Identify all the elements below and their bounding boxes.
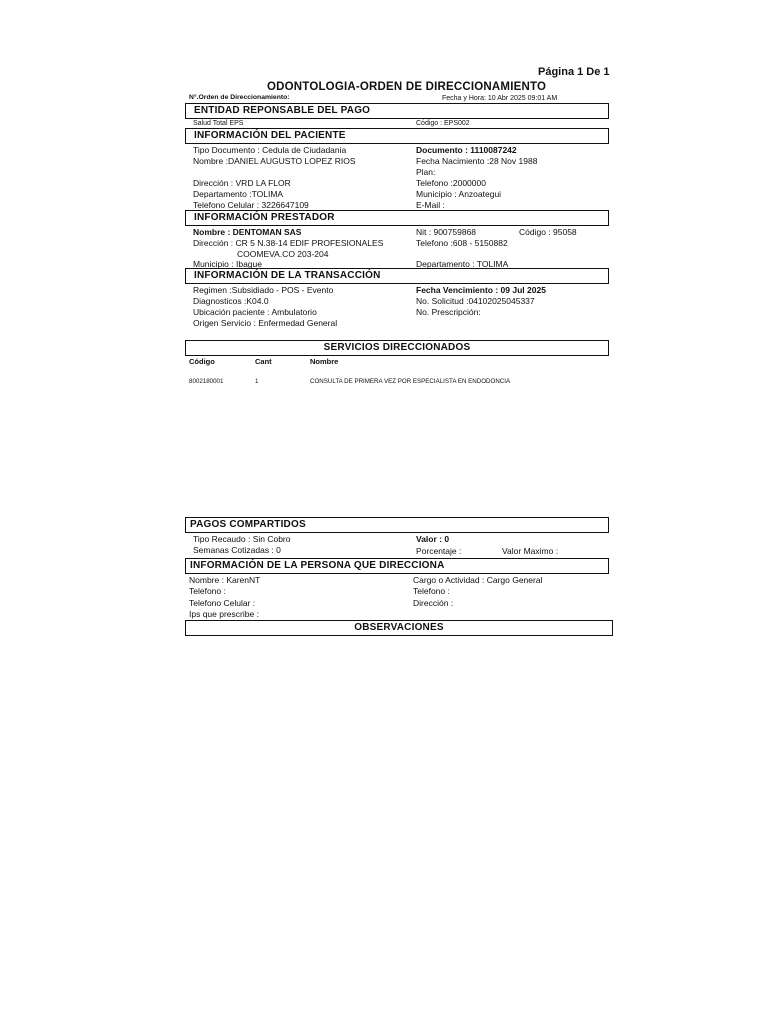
transaccion-solicitud: No. Solicitud :04102025045337 [416, 296, 535, 306]
transaccion-ubicacion: Ubicación paciente : Ambulatorio [193, 307, 317, 317]
servicios-col-nombre: Nombre [310, 357, 339, 366]
paciente-email: E-Mail : [416, 200, 445, 210]
transaccion-regimen: Regimen :Subsidiado - POS - Evento [193, 285, 334, 295]
prestador-nit: Nit : 900759868 [416, 227, 477, 237]
paciente-plan: Plan: [416, 167, 436, 177]
prestador-nombre: Nombre : DENTOMAN SAS [193, 227, 302, 237]
observaciones-heading: OBSERVACIONES [185, 620, 613, 636]
paciente-direccion: Dirección : VRD LA FLOR [193, 178, 291, 188]
transaccion-origen: Origen Servicio : Enfermedad General [193, 318, 338, 328]
entidad-heading: ENTIDAD REPONSABLE DEL PAGO [185, 103, 609, 119]
paciente-telefono-celular: Telefono Celular : 3226647109 [193, 200, 309, 210]
transaccion-diagnosticos: Diagnosticos :K04.0 [193, 296, 269, 306]
entidad-codigo: Código : EPS002 [416, 120, 470, 127]
transaccion-prescripcion: No. Prescripción: [416, 307, 481, 317]
persona-direccion: Dirección : [413, 598, 454, 608]
transaccion-fecha-vencimiento: Fecha Vencimiento : 09 Jul 2025 [416, 285, 546, 295]
entidad-nombre: Salud Total EPS [193, 120, 244, 127]
pagos-semanas: Semanas Cotizadas : 0 [193, 545, 281, 555]
servicios-heading: SERVICIOS DIRECCIONADOS [185, 340, 609, 356]
persona-telefono-2: Telefono : [413, 586, 450, 596]
pagos-heading: PAGOS COMPARTIDOS [185, 517, 609, 533]
servicios-col-codigo: Código [189, 357, 215, 366]
prestador-departamento: Departamento : TOLIMA [416, 259, 509, 269]
servicio-nombre: CONSULTA DE PRIMERA VEZ POR ESPECIALISTA EN ENDODONCIA [310, 378, 511, 385]
paciente-nombre: Nombre :DANIEL AUGUSTO LOPEZ RIOS [193, 156, 356, 166]
persona-telefono-celular: Telefono Celular : [189, 598, 256, 608]
pagos-porcentaje: Porcentaje : [416, 546, 462, 556]
servicio-cant: 1 [255, 378, 259, 385]
paciente-documento: Documento : 1110087242 [416, 145, 517, 155]
orden-label: N°.Orden de Direccionamiento: [189, 94, 290, 101]
prestador-heading: INFORMACIÓN PRESTADOR [185, 210, 609, 226]
servicio-codigo: 8002180001 [189, 378, 224, 385]
transaccion-heading: INFORMACIÓN DE LA TRANSACCIÓN [185, 268, 609, 284]
prestador-direccion: Dirección : CR 5 N.38-14 EDIF PROFESIONALES [193, 238, 384, 248]
paciente-telefono: Telefono :2000000 [416, 178, 486, 188]
persona-heading: INFORMACIÓN DE LA PERSONA QUE DIRECCIONA [185, 558, 609, 574]
pagos-valor: Valor : 0 [416, 534, 450, 544]
paciente-heading: INFORMACIÓN DEL PACIENTE [185, 128, 609, 144]
paciente-tipo-documento: Tipo Documento : Cedula de Ciudadania [193, 145, 347, 155]
pagos-valor-maximo: Valor Maximo : [502, 546, 559, 556]
persona-telefono: Telefono : [189, 586, 226, 596]
persona-nombre: Nombre : KarenNT [189, 575, 261, 585]
persona-ips: Ips que prescribe : [189, 609, 259, 619]
servicios-col-cant: Cant [255, 357, 272, 366]
prestador-direccion-2: COOMEVA.CO 203-204 [237, 249, 329, 259]
fecha-hora: Fecha y Hora: 10 Abr 2025 09:01 AM [442, 95, 558, 102]
page-number: Página 1 De 1 [538, 66, 610, 78]
paciente-municipio: Municipio : Anzoategui [416, 189, 502, 199]
prestador-telefono: Telefono :608 - 5150882 [416, 238, 508, 248]
prestador-municipio: Municipio : Ibague [193, 259, 262, 269]
prestador-codigo: Código : 95058 [519, 227, 577, 237]
persona-cargo: Cargo o Actividad : Cargo General [413, 575, 543, 585]
paciente-fecha-nacimiento: Fecha Nacimiento :28 Nov 1988 [416, 156, 538, 166]
paciente-departamento: Departamento :TOLIMA [193, 189, 284, 199]
pagos-tipo-recaudo: Tipo Recaudo : Sin Cobro [193, 534, 291, 544]
document-title: ODONTOLOGIA-ORDEN DE DIRECCIONAMIENTO [267, 81, 547, 93]
